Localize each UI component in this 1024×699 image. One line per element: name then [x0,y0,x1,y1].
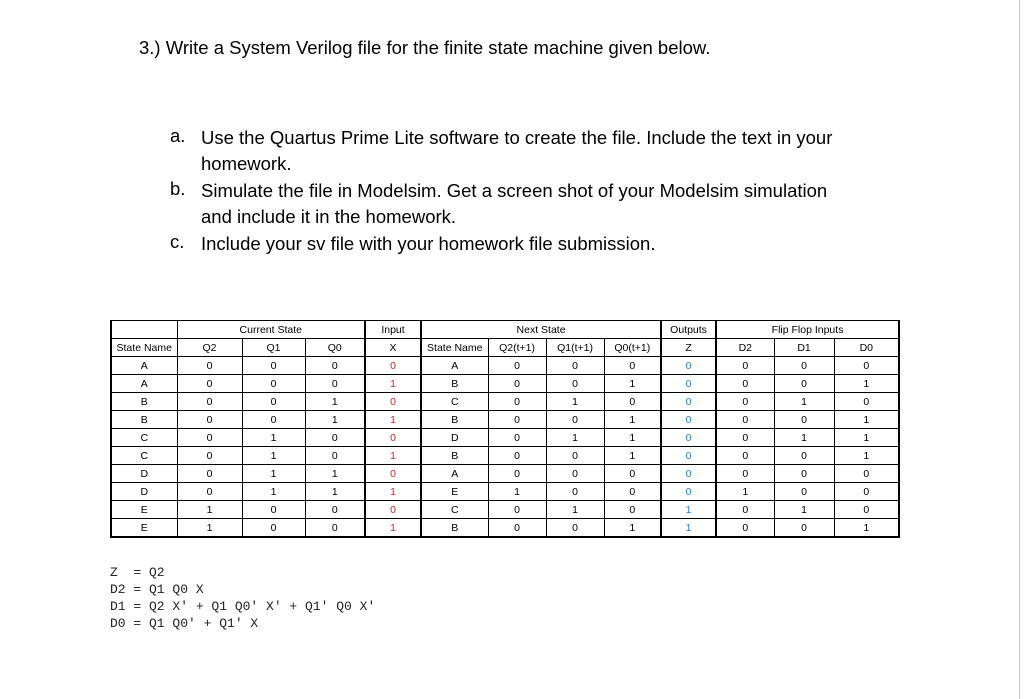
cell-q0-next: 1 [604,429,661,447]
state-transition-table [110,320,900,538]
cell-z: 0 [661,447,716,465]
cell-state-name: B [111,393,177,411]
table-row [111,375,899,393]
cell-q0-next: 1 [604,375,661,393]
cell-state-name: A [111,375,177,393]
cell-q1: 0 [242,411,305,429]
cell-x: 1 [365,519,421,538]
cell-d2: 0 [716,393,774,411]
cell-d2: 0 [716,429,774,447]
cell-d2: 0 [716,411,774,429]
cell-next-state-name: B [421,411,488,429]
equation-d1: D1 = Q2 X' + Q1 Q0' X' + Q1' Q0 X' [110,599,376,614]
group-flip-flop-inputs: Flip Flop Inputs [716,321,899,339]
cell-state-name: D [111,483,177,501]
header-next-state-name: State Name [421,339,488,357]
instruction-a-line-2: homework. [201,153,292,174]
cell-q2: 0 [177,447,242,465]
cell-q2-next: 0 [488,393,546,411]
cell-state-name: E [111,519,177,538]
equation-d0: D0 = Q1 Q0' + Q1' X [110,616,259,631]
group-outputs: Outputs [661,321,716,339]
group-blank [111,321,177,339]
cell-q2: 0 [177,357,242,375]
cell-q0: 1 [305,393,365,411]
cell-q2-next: 0 [488,411,546,429]
table-row [111,357,899,375]
instruction-b-letter: b. [170,178,186,199]
cell-d2: 0 [716,375,774,393]
instruction-a-line-1: Use the Quartus Prime Lite software to create the file. Include the text in your [201,127,833,148]
header-d1: D1 [774,339,834,357]
cell-q1-next: 0 [546,483,604,501]
cell-z: 0 [661,357,716,375]
cell-q0-next: 0 [604,465,661,483]
cell-q0: 0 [305,357,365,375]
instruction-a-text [201,125,832,177]
cell-q2-next: 0 [488,465,546,483]
cell-q0: 0 [305,429,365,447]
instruction-b-text [201,178,827,230]
page-edge [1019,0,1020,699]
cell-state-name: C [111,447,177,465]
cell-q2: 0 [177,483,242,501]
cell-q0: 0 [305,501,365,519]
cell-x: 0 [365,357,421,375]
cell-q0-next: 1 [604,411,661,429]
cell-q2-next: 1 [488,483,546,501]
cell-state-name: C [111,429,177,447]
cell-d1: 0 [774,519,834,538]
cell-q2: 0 [177,393,242,411]
cell-q2: 1 [177,519,242,538]
cell-d1: 0 [774,375,834,393]
table-row [111,429,899,447]
cell-next-state-name: A [421,465,488,483]
cell-state-name: E [111,501,177,519]
cell-q1-next: 0 [546,447,604,465]
cell-z: 0 [661,429,716,447]
cell-z: 1 [661,519,716,538]
header-state-name: State Name [111,339,177,357]
cell-d2: 0 [716,447,774,465]
cell-d0: 1 [834,375,899,393]
cell-q2-next: 0 [488,519,546,538]
cell-q1-next: 1 [546,393,604,411]
cell-d1: 1 [774,501,834,519]
cell-x: 0 [365,429,421,447]
cell-q1: 0 [242,393,305,411]
column-header-row [111,339,899,357]
cell-x: 1 [365,411,421,429]
cell-x: 0 [365,465,421,483]
cell-q0: 0 [305,447,365,465]
cell-q0-next: 1 [604,447,661,465]
instruction-b-line-1: Simulate the file in Modelsim. Get a screen shot of your Modelsim simulation [201,180,828,201]
cell-z: 0 [661,375,716,393]
cell-x: 0 [365,501,421,519]
cell-next-state-name: D [421,429,488,447]
group-current-state: Current State [177,321,365,339]
cell-d1: 0 [774,447,834,465]
table-body [111,357,899,538]
group-input: Input [365,321,421,339]
cell-q2: 0 [177,375,242,393]
cell-d2: 0 [716,519,774,538]
table-row [111,483,899,501]
cell-d0: 1 [834,429,899,447]
cell-state-name: B [111,411,177,429]
cell-x: 0 [365,393,421,411]
cell-q0: 1 [305,411,365,429]
cell-d1: 1 [774,393,834,411]
cell-next-state-name: B [421,375,488,393]
cell-x: 1 [365,483,421,501]
cell-q0: 1 [305,465,365,483]
cell-q1: 1 [242,465,305,483]
cell-z: 0 [661,483,716,501]
cell-z: 1 [661,501,716,519]
cell-next-state-name: A [421,357,488,375]
header-d0: D0 [834,339,899,357]
cell-q0-next: 0 [604,483,661,501]
cell-z: 0 [661,465,716,483]
cell-q0-next: 0 [604,501,661,519]
cell-q1-next: 0 [546,519,604,538]
header-q0: Q0 [305,339,365,357]
cell-q0: 0 [305,375,365,393]
cell-q0-next: 0 [604,357,661,375]
instruction-c-text [201,231,655,257]
cell-q0: 1 [305,483,365,501]
cell-state-name: D [111,465,177,483]
table-row [111,411,899,429]
instruction-c-line-1: Include your sv file with your homework file submission [201,233,651,254]
header-d2: D2 [716,339,774,357]
cell-d0: 0 [834,501,899,519]
question-heading: 3.) Write a System Verilog file for the finite state machine given below. [139,37,711,58]
cell-q1: 0 [242,501,305,519]
cell-q1: 1 [242,447,305,465]
cell-q0-next: 1 [604,519,661,538]
cell-d2: 0 [716,501,774,519]
instruction-c-period: . [650,233,656,254]
cell-q1-next: 1 [546,501,604,519]
cell-next-state-name: C [421,393,488,411]
cell-d1: 1 [774,429,834,447]
cell-d2: 0 [716,357,774,375]
header-z: Z [661,339,716,357]
cell-q1: 0 [242,375,305,393]
table-row [111,393,899,411]
header-q0-next: Q0(t+1) [604,339,661,357]
header-q1: Q1 [242,339,305,357]
cell-d0: 0 [834,357,899,375]
cell-q2-next: 0 [488,375,546,393]
cell-d0: 0 [834,465,899,483]
cell-q1-next: 0 [546,465,604,483]
cell-q2-next: 0 [488,447,546,465]
cell-d1: 0 [774,411,834,429]
equation-d2: D2 = Q1 Q0 X [110,582,204,597]
cell-z: 0 [661,411,716,429]
cell-q1-next: 0 [546,357,604,375]
cell-next-state-name: E [421,483,488,501]
cell-q2: 1 [177,501,242,519]
cell-d0: 1 [834,447,899,465]
header-q1-next: Q1(t+1) [546,339,604,357]
cell-q1: 1 [242,483,305,501]
cell-q1-next: 1 [546,429,604,447]
cell-next-state-name: C [421,501,488,519]
cell-q0-next: 0 [604,393,661,411]
instruction-a-letter: a. [170,125,186,146]
cell-d0: 0 [834,483,899,501]
cell-z: 0 [661,393,716,411]
cell-x: 1 [365,375,421,393]
cell-d0: 0 [834,393,899,411]
cell-q2-next: 0 [488,429,546,447]
cell-q2: 0 [177,429,242,447]
instruction-c-letter: c. [170,231,185,252]
cell-q2: 0 [177,411,242,429]
equation-z: Z = Q2 [110,565,165,580]
cell-d1: 0 [774,357,834,375]
cell-next-state-name: B [421,519,488,538]
cell-d0: 1 [834,519,899,538]
cell-q1-next: 0 [546,411,604,429]
cell-q2-next: 0 [488,501,546,519]
cell-q1: 1 [242,429,305,447]
table-row [111,519,899,538]
header-q2-next: Q2(t+1) [488,339,546,357]
cell-d2: 1 [716,483,774,501]
cell-d0: 1 [834,411,899,429]
cell-q1: 0 [242,357,305,375]
header-q2: Q2 [177,339,242,357]
instruction-b-line-2: and include it in the homework. [201,206,457,227]
group-header-row [111,321,899,339]
cell-d1: 0 [774,483,834,501]
cell-d1: 0 [774,465,834,483]
cell-next-state-name: B [421,447,488,465]
table-row [111,501,899,519]
group-next-state: Next State [421,321,661,339]
table-row [111,465,899,483]
table-row [111,447,899,465]
cell-q1: 0 [242,519,305,538]
cell-q1-next: 0 [546,375,604,393]
cell-d2: 0 [716,465,774,483]
header-x: X [365,339,421,357]
cell-q0: 0 [305,519,365,538]
cell-x: 1 [365,447,421,465]
cell-q2-next: 0 [488,357,546,375]
cell-state-name: A [111,357,177,375]
cell-q2: 0 [177,465,242,483]
